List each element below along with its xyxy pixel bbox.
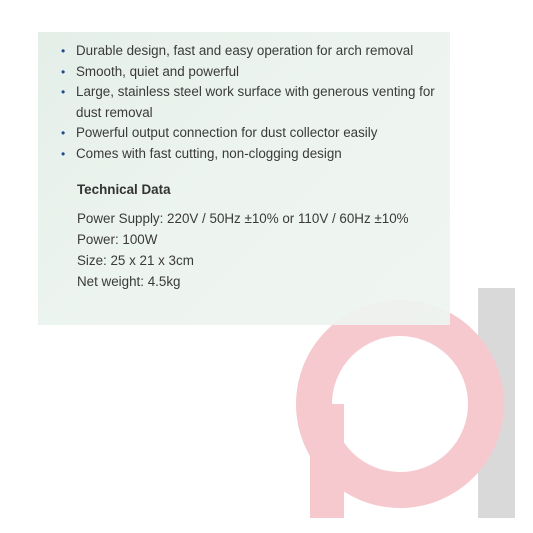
spec-list — [77, 208, 409, 292]
bullet-icon: • — [61, 85, 66, 99]
feature-text: Powerful output connection for dust collector easily — [76, 125, 378, 140]
bullet-icon: • — [61, 44, 66, 58]
feature-list — [58, 41, 438, 164]
logo-stem — [310, 404, 344, 518]
feature-item — [58, 123, 438, 144]
bullet-icon: • — [61, 64, 66, 79]
feature-item — [58, 41, 438, 62]
feature-item — [58, 144, 438, 165]
bullet-icon: • — [61, 126, 66, 140]
spec-net-weight: Net weight: 4.5kg — [77, 274, 181, 289]
feature-text: Comes with fast cutting, non-clogging design — [76, 145, 342, 161]
feature-text: Durable design, fast and easy operation for arch removal — [76, 43, 414, 58]
feature-text: Smooth, quiet and powerful — [76, 63, 240, 79]
bullet-icon: • — [61, 146, 66, 161]
spec-power-supply: Power Supply: 220V / 50Hz ±10% or 110V / 60Hz ±10% — [77, 211, 409, 226]
feature-item — [58, 62, 438, 83]
feature-item — [58, 82, 438, 123]
spec-power: Power: 100W — [77, 232, 158, 247]
feature-text: Large, stainless steel work surface with generous venting for dust removal — [76, 84, 435, 120]
spec-size: Size: 25 x 21 x 3cm — [77, 253, 194, 268]
technical-data-heading: Technical Data — [77, 182, 171, 197]
